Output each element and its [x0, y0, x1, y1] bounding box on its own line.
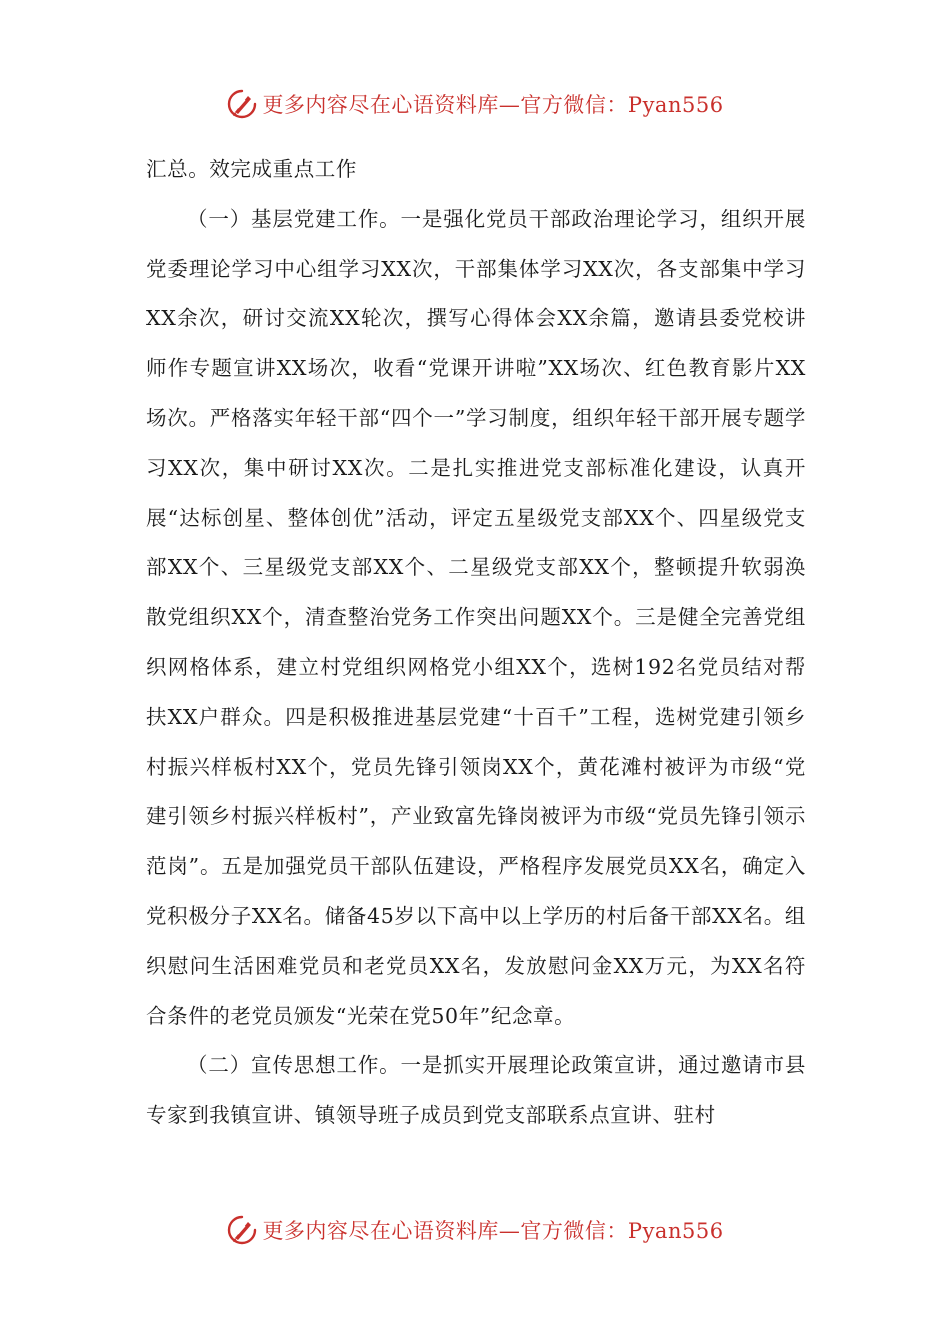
document-body: [146, 145, 806, 1141]
paragraph-party-building: （一）基层党建工作。一是强化党员干部政治理论学习，组织开展党委理论学习中心组学习XX次，干部集体学习XX次，各支部集中学习XX余次，研讨交流XX轮次，撰写心得体会XX余篇，邀请县委党校讲师作专题宣讲XX场次，收看“党课开讲啦”XX场次、红色教育影片XX场次。严格落实年轻干部“四个一”学习制度，组织年轻干部开展专题学习XX次，集中研讨XX次。二是扎实推进党支部标准化建设，认真开展“达标创星、整体创优”活动，评定五星级党支部XX个、四星级党支部XX个、三星级党支部XX个、二星级党支部XX个，整顿提升软弱涣散党组织XX个，清查整治党务工作突出问题XX个。三是健全完善党组织网格体系，建立村党组织网格党小组XX个，选树192名党员结对帮扶XX户群众。四是积极推进基层党建“十百千”工程，选树党建引领乡村振兴样板村XX个，党员先锋引领岗XX个，黄花滩村被评为市级“党建引领乡村振兴样板村”，产业致富先锋岗被评为市级“党员先锋引领示范岗”。五是加强党员干部队伍建设，严格程序发展党员XX名，确定入党积极分子XX名。储备45岁以下高中以上学历的村后备干部XX名。组织慰问生活困难党员和老党员XX名，发放慰问金XX万元，为XX名符合条件的老党员颁发“光荣在党50年”纪念章。: [146, 206, 806, 1028]
watermark-text: 更多内容尽在心语资料库—官方微信：Pyan556: [262, 1219, 724, 1243]
watermark-banner-bottom: [0, 1210, 950, 1250]
watermark-banner-top: [0, 84, 950, 124]
watermark-text: 更多内容尽在心语资料库—官方微信：Pyan556: [262, 93, 724, 117]
paragraph-publicity: （二）宣传思想工作。一是抓实开展理论政策宣讲，通过邀请市县专家到我镇宣讲、镇领导班子成员到党支部联系点宣讲、驻村: [146, 1053, 806, 1128]
pen-in-circle-icon: [226, 1214, 258, 1246]
paragraph-continuation: 汇总。效完成重点工作: [146, 157, 357, 181]
pen-in-circle-icon: [226, 88, 258, 120]
